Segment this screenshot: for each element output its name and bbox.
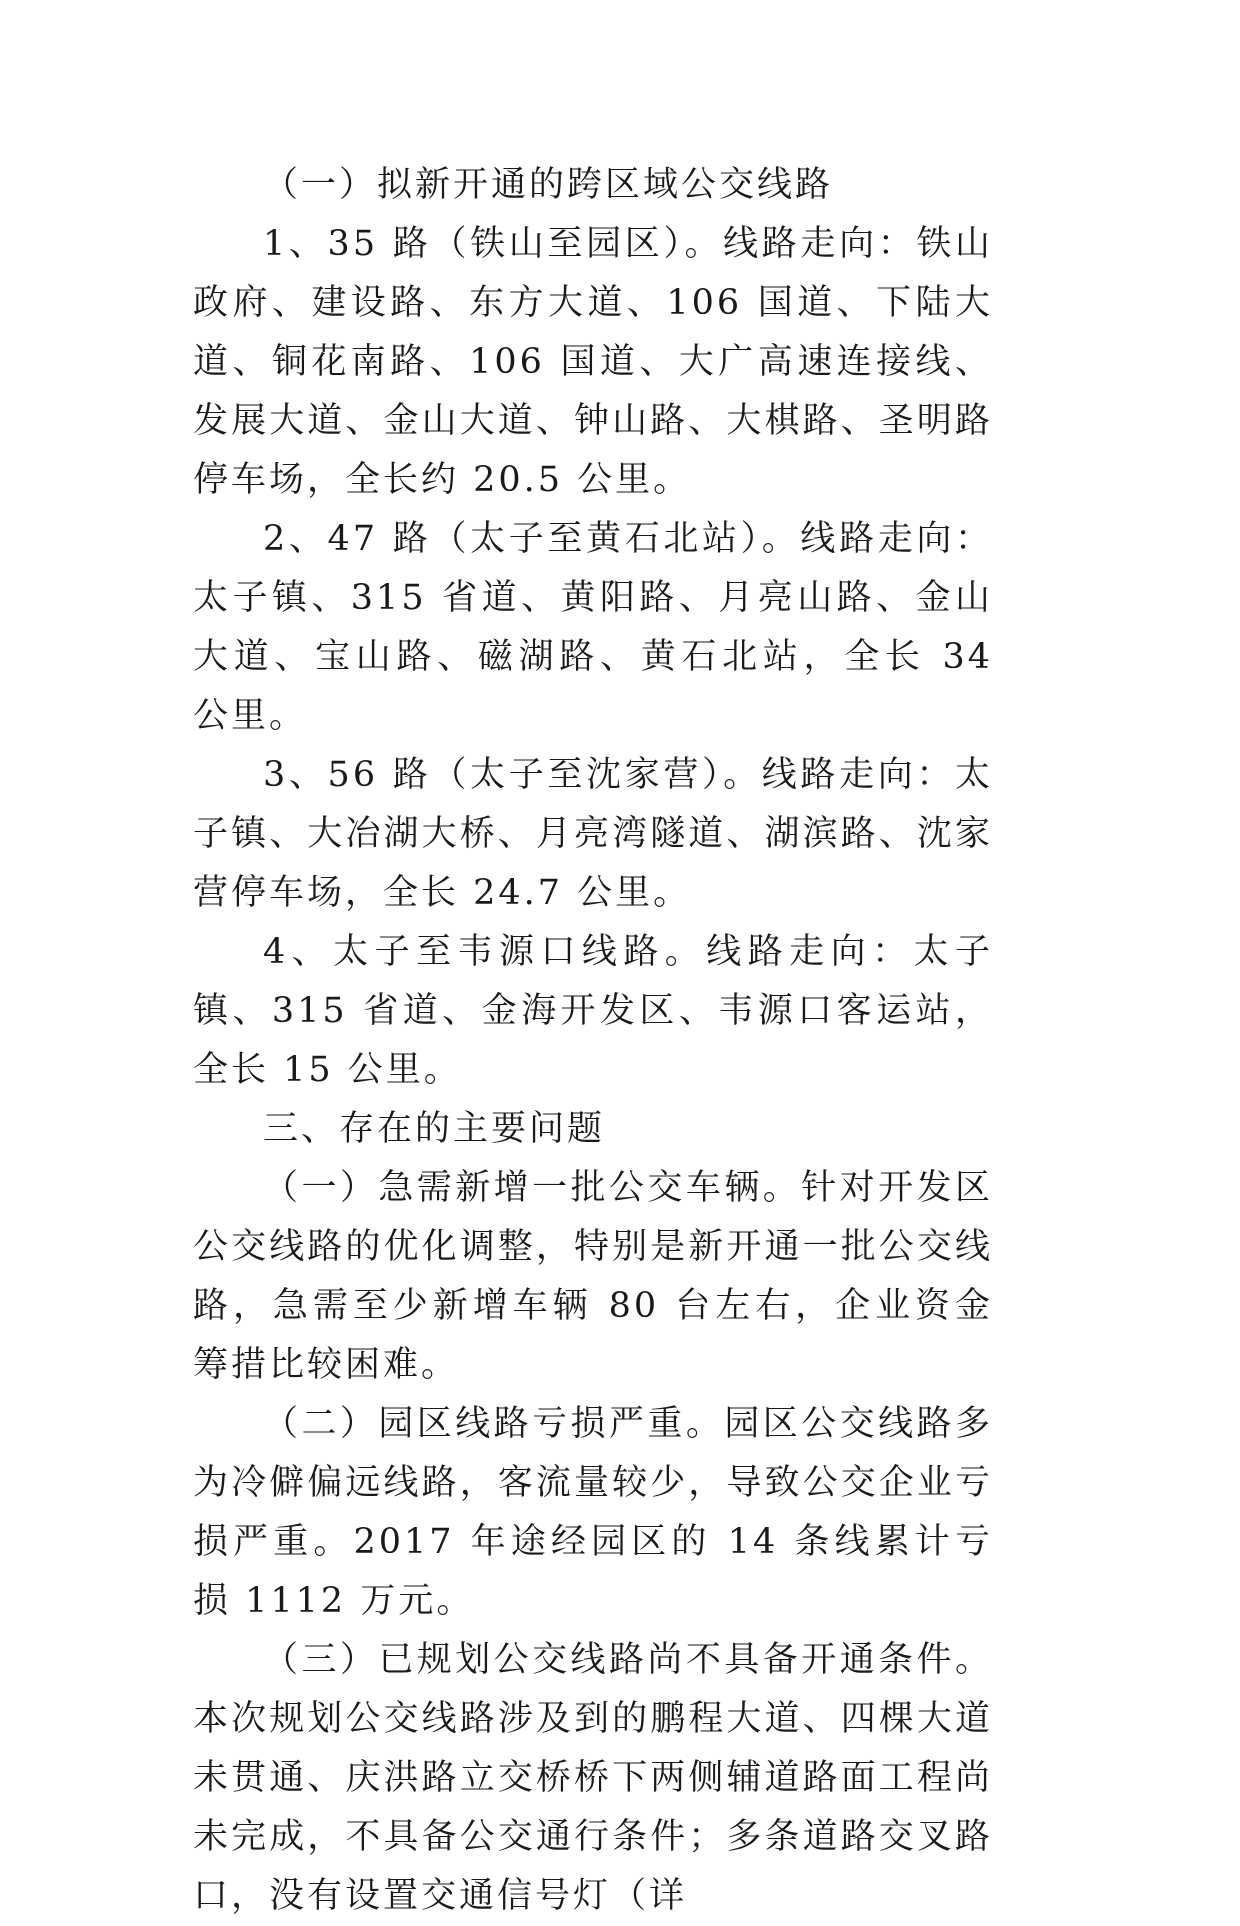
document-body (193, 156, 993, 1926)
problem-2-paragraph: （二）园区线路亏损严重。园区公交线路多为冷僻偏远线路，客流量较少，导致公交企业亏损严重。2017 年途经园区的 14 条线累计亏损 1112 万元。 (193, 1404, 993, 1621)
route-35-paragraph: 1、35 路（铁山至园区）。线路走向：铁山政府、建设路、东方大道、106 国道、下陆大道、铜花南路、106 国道、大广高速连接线、发展大道、金山大道、钟山路、大棋路、圣明路停车场，全长约 20.5 公里。 (193, 224, 993, 500)
route-47-paragraph: 2、47 路（太子至黄石北站）。线路走向：太子镇、315 省道、黄阳路、月亮山路、金山大道、宝山路、磁湖路、黄石北站，全长 34 公里。 (193, 519, 993, 736)
route-56-paragraph: 3、56 路（太子至沈家营）。线路走向：太子镇、大冶湖大桥、月亮湾隧道、湖滨路、沈家营停车场，全长 24.7 公里。 (193, 755, 993, 913)
problem-1-paragraph: （一）急需新增一批公交车辆。针对开发区公交线路的优化调整，特别是新开通一批公交线路，急需至少新增车辆 80 台左右，企业资金筹措比较困难。 (193, 1168, 993, 1385)
problem-3-paragraph: （三）已规划公交线路尚不具备开通条件。本次规划公交线路涉及到的鹏程大道、四棵大道未贯通、庆洪路立交桥桥下两侧辅道路面工程尚未完成，不具备公交通行条件；多条道路交叉路口，没有设置交通信号灯（详 (193, 1640, 993, 1916)
route-taizi-weiyuankou-paragraph: 4、太子至韦源口线路。线路走向：太子镇、315 省道、金海开发区、韦源口客运站，全长 15 公里。 (193, 932, 993, 1090)
section-heading-main-problems: 三、存在的主要问题 (263, 1109, 606, 1149)
section-heading-new-routes: （一）拟新开通的跨区域公交线路 (263, 165, 834, 205)
